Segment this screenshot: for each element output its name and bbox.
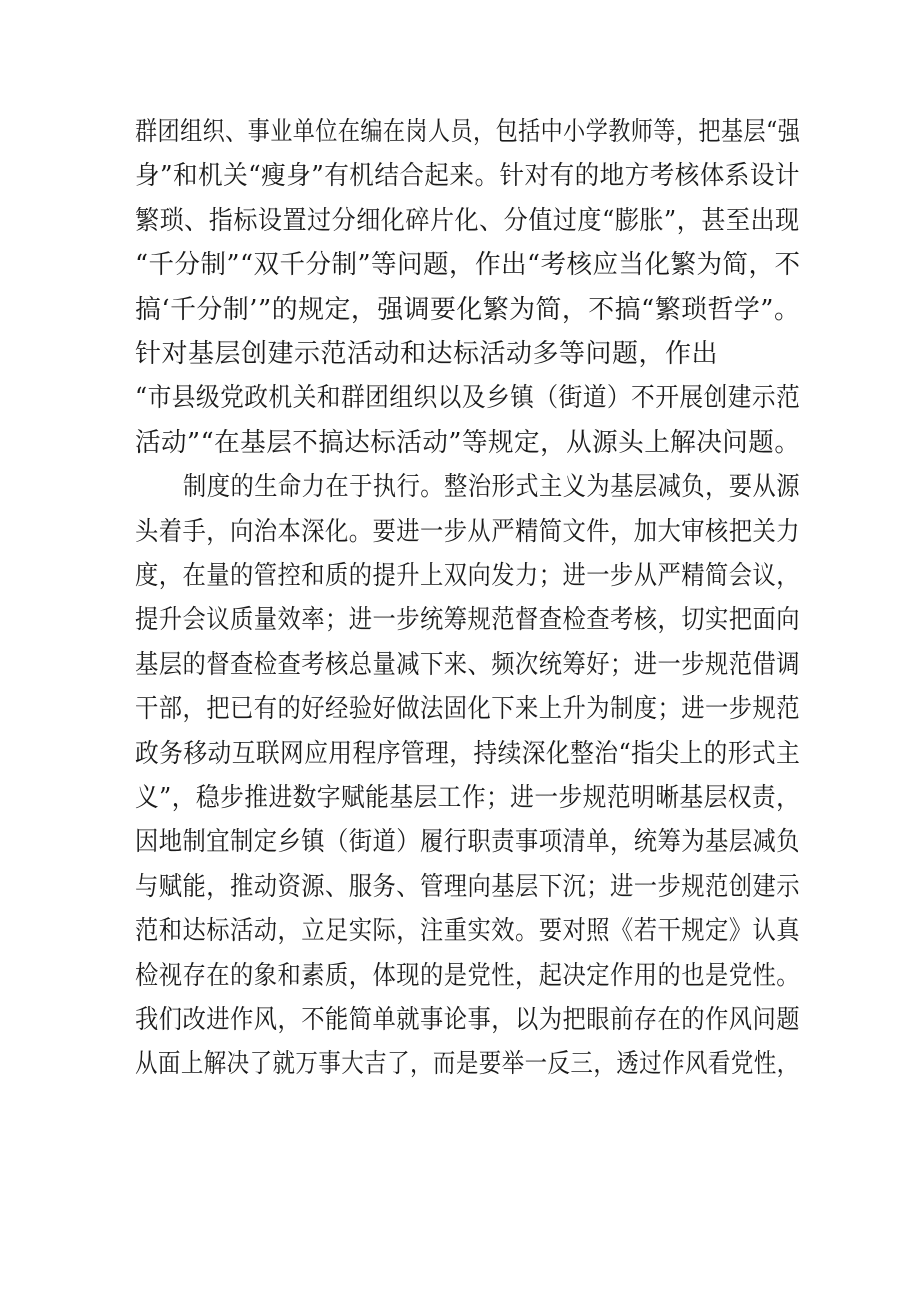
text-line: 检视存在的象和素质，体现的是党性，起决定作用的也是党性。 bbox=[135, 961, 801, 991]
text-line: 头着手，向治本深化。要进一步从严精简文件，加大审核把关力 bbox=[135, 517, 801, 547]
text-line: 群团组织、事业单位在编在岗人员，包括中小学教师等，把基层“强 bbox=[135, 117, 801, 147]
text-line: 义”，稳步推进数字赋能基层工作；进一步规范明晰基层权责， bbox=[135, 783, 801, 813]
text-line: 干部，把已有的好经验好做法固化下来上升为制度；进一步规范 bbox=[135, 694, 801, 724]
paragraph-first-line: 制度的生命力在于执行。整治形式主义为基层减负，要从源 bbox=[183, 472, 801, 502]
text-line: 与赋能，推动资源、服务、管理向基层下沉；进一步规范创建示 bbox=[135, 872, 801, 902]
text-line: 因地制宜制定乡镇（街道）履行职责事项清单，统筹为基层减负 bbox=[135, 827, 801, 857]
text-line: 我们改进作风，不能简单就事论事，以为把眼前存在的作风问题 bbox=[135, 1005, 801, 1035]
text-line: 提升会议质量效率；进一步统筹规范督查检查考核，切实把面向 bbox=[135, 605, 801, 635]
text-line: 从面上解决了就万事大吉了，而是要举一反三，透过作风看党性， bbox=[135, 1049, 800, 1079]
text-line: 政务移动互联网应用程序管理，持续深化整治“指尖上的形式主 bbox=[135, 739, 801, 769]
text-line: “千分制”“双千分制”等问题，作出“考核应当化繁为简，不 bbox=[135, 250, 801, 280]
text-line: “市县级党政机关和群团组织以及乡镇（街道）不开展创建示范 bbox=[135, 383, 801, 413]
text-line: 搞‘千分制’”的规定，强调要化繁为简，不搞“繁琐哲学”。 bbox=[135, 295, 801, 325]
text-line: 繁琐、指标设置过分细化碎片化、分值过度“膨胀”，甚至出现 bbox=[135, 206, 800, 236]
text-line: 基层的督查检查考核总量减下来、频次统筹好；进一步规范借调 bbox=[135, 650, 801, 680]
text-line: 身”和机关“瘦身”有机结合起来。针对有的地方考核体系设计 bbox=[135, 161, 800, 191]
text-line: 范和达标活动，立足实际，注重实效。要对照《若干规定》认真 bbox=[135, 916, 801, 946]
text-line: 针对基层创建示范活动和达标活动多等问题，作出 bbox=[135, 339, 719, 369]
text-line: 度，在量的管控和质的提升上双向发力；进一步从严精简会议， bbox=[135, 561, 801, 591]
text-line: 活动”“在基层不搞达标活动”等规定，从源头上解决问题。 bbox=[135, 428, 801, 458]
